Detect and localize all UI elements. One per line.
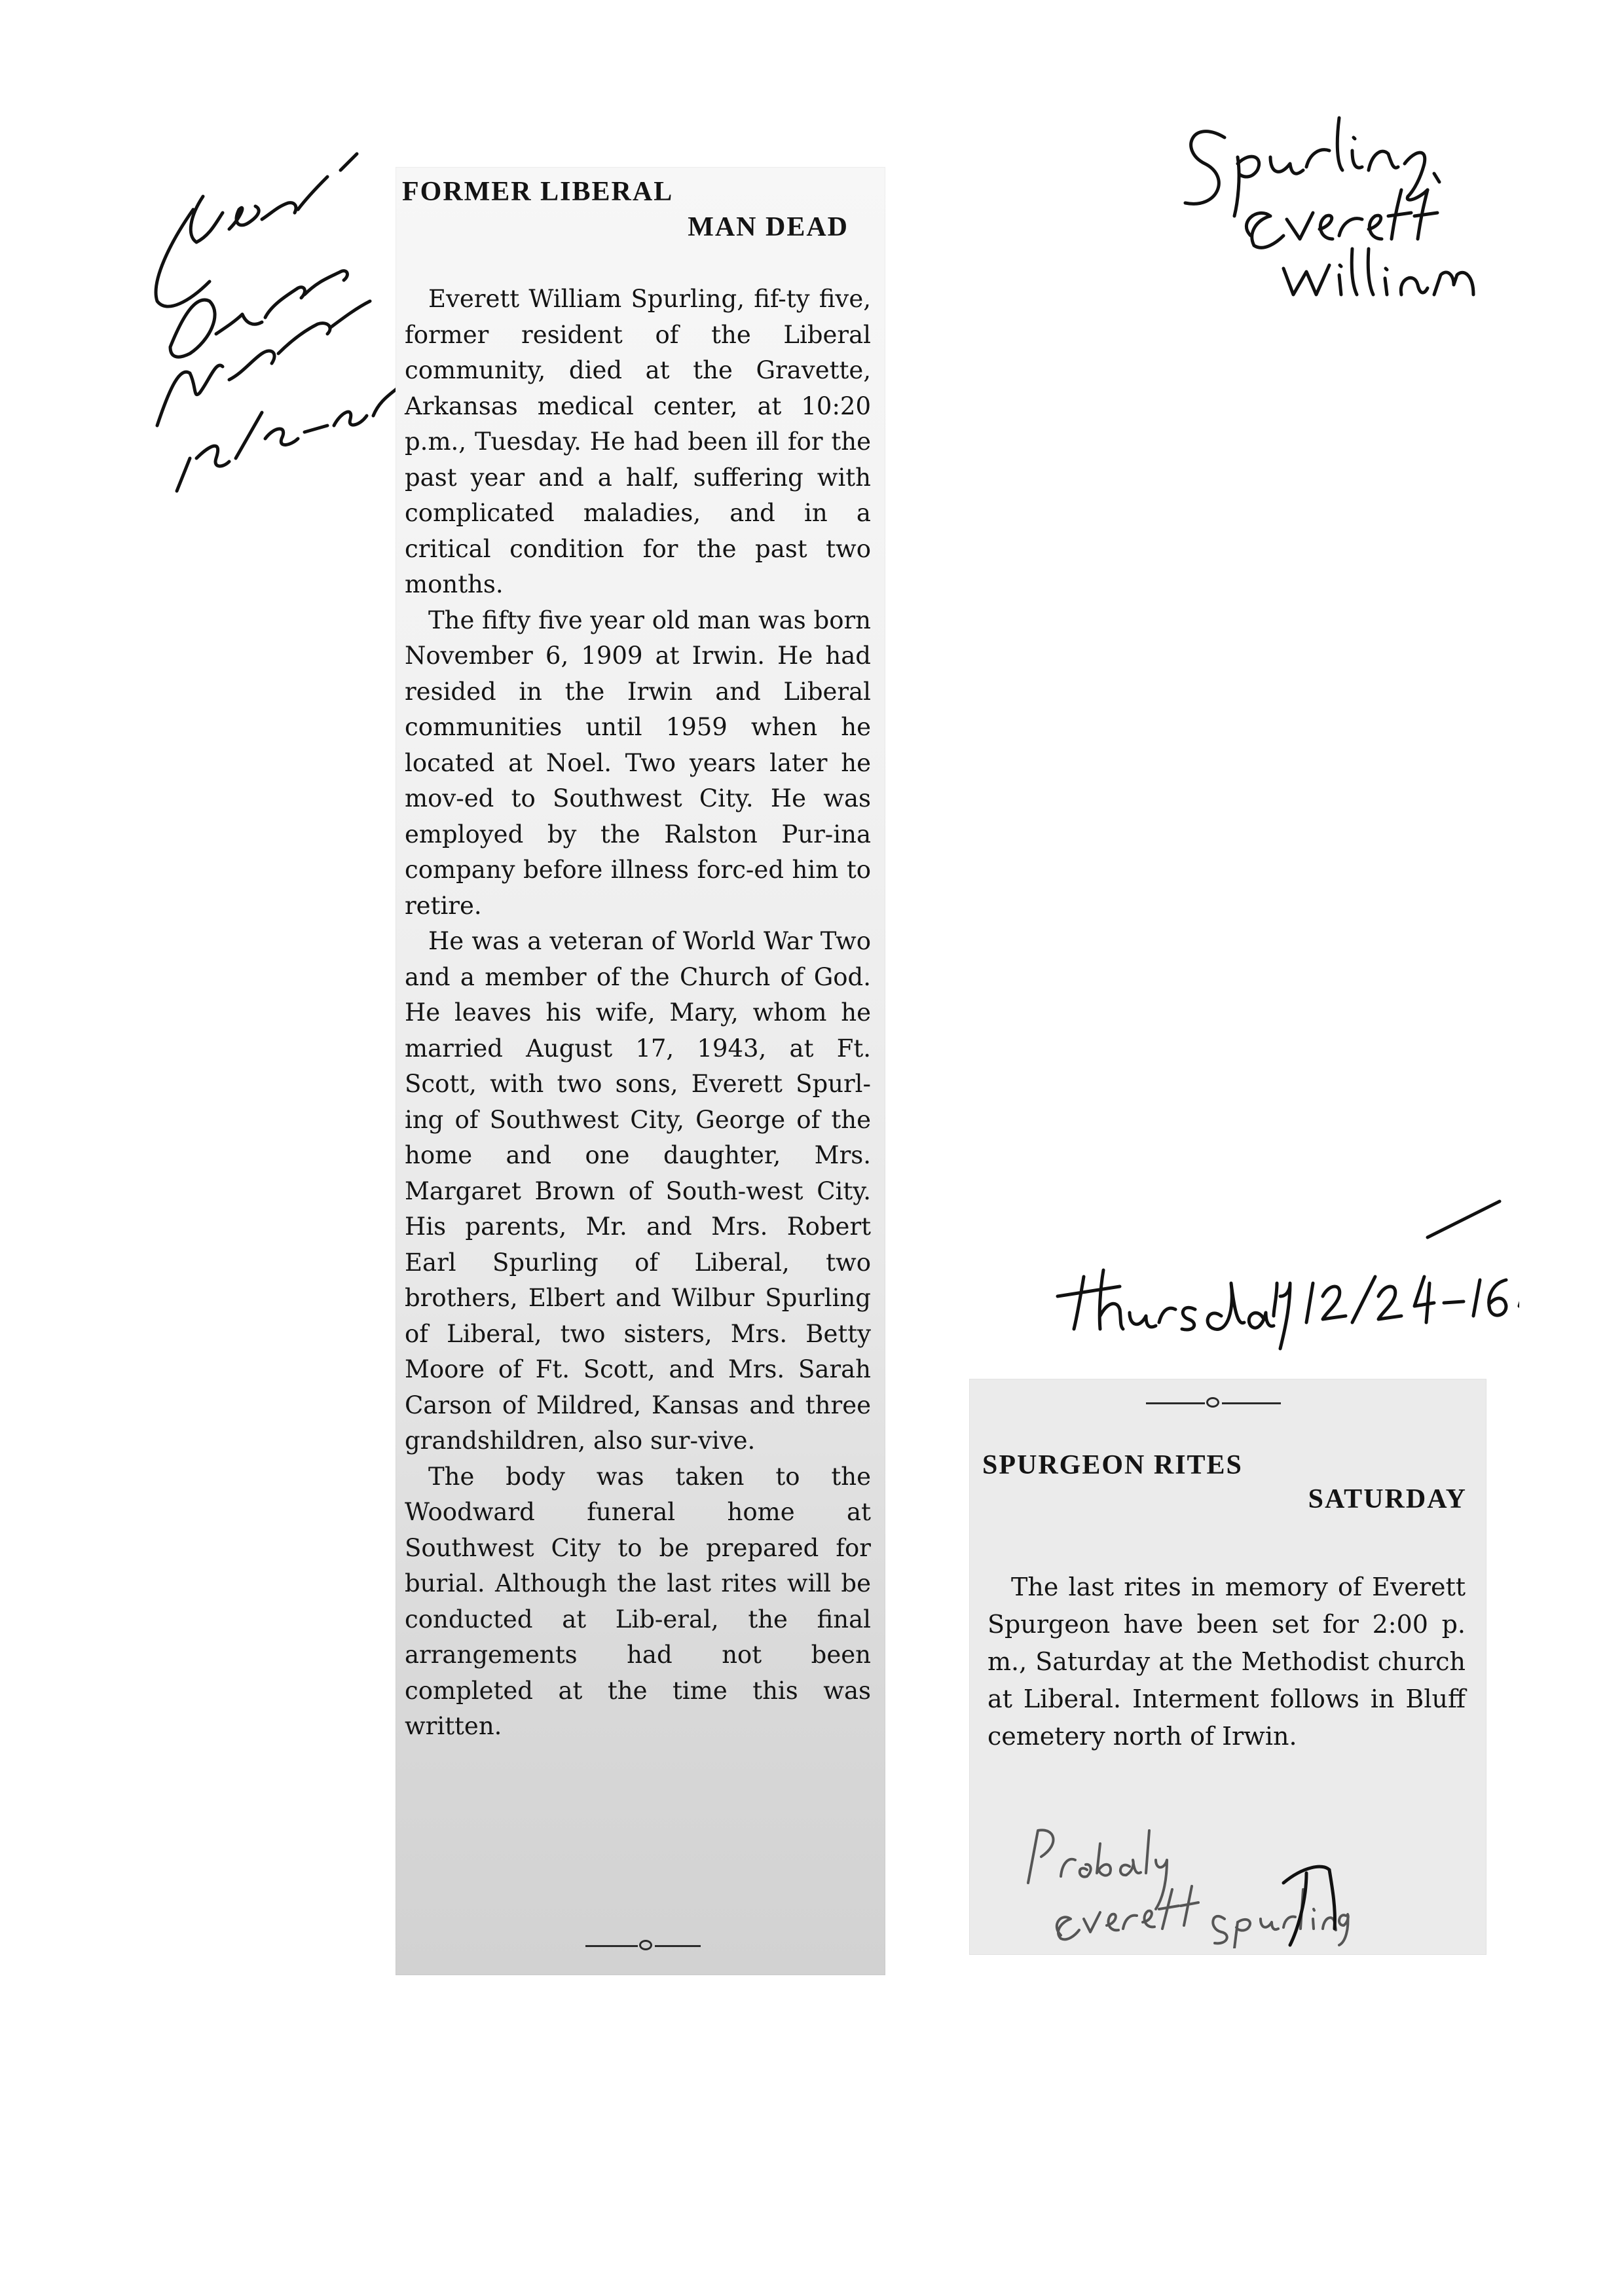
handwritten-date-thursday [1048,1198,1519,1362]
paragraph: The fifty five year old man was born November 6, 1909 at Irwin. He had resided in the Irwin and Liberal communities until 1959 when he located at Noel. Two years later he mov-ed to Southwest City. He was employed by the Ralston Pur-ina company before illness forc-ed him to retire. [405,606,871,920]
headline-line-1: SPURGEON RITES [982,1450,1243,1480]
end-rule-dot [639,1940,652,1950]
end-rule-right [655,1945,701,1947]
handwritten-note-name [1166,79,1506,301]
handwriting-strokes-right [1166,79,1506,301]
paragraph: The body was taken to the Woodward funeral home at Southwest City to be prepared for burial. Although the last rites will be conducted at Lib-eral, the final arrangements had not been completed at the time this was written. [405,1462,871,1740]
top-rule-left [1146,1402,1205,1404]
newspaper-clipping-rites [969,1379,1486,1955]
handwriting-strokes-left [131,151,406,517]
top-rule-dot [1206,1397,1219,1408]
newspaper-clipping-obituary [396,167,885,1975]
article-body [987,1569,1466,1755]
headline-line-1: FORMER LIBERAL [402,177,674,207]
handwriting-strokes-note [1015,1804,1356,1948]
headline-line-2: SATURDAY [1308,1484,1467,1514]
handwritten-note-probably [1015,1804,1356,1948]
handwriting-strokes-date [1048,1198,1519,1362]
paragraph: Everett William Spurling, fif-ty five, former resident of the Liberal community, died at the Gravette, Arkansas medical center, at 10:20 p.m., Tuesday. He had been ill for the past year and a half, suffering with complicated maladies, and in a critical condition for the past two months. [405,285,871,598]
headline-line-2: MAN DEAD [688,212,849,242]
top-rule-right [1222,1402,1281,1404]
handwritten-note-lamar-democrat [131,151,406,517]
end-rule-left [585,1945,638,1947]
paragraph: The last rites in memory of Everett Spurgeon have been set for 2:00 p. m., Saturday at the Methodist church at Liberal. Interment follows in Bluff cemetery north of Irwin. [987,1573,1466,1751]
paragraph: He was a veteran of World War Two and a member of the Church of God. He leaves his wife, Mary, whom he married August 17, 1943, at Ft. Scott, with two sons, Everett Spurl-ing of Southwest City, George of the home and one daughter, Mrs. Margaret Brown of South-west City. His parents, Mr. and Mrs. Robert Earl Spurling of Liberal, two brothers, Elbert and Wilbur Spurling of Liberal, two sisters, Mrs. Betty Moore of Ft. Scott, and Mrs. Sarah Carson of Mildred, Kansas and three grandshildren, also sur-vive. [405,927,871,1455]
article-body [405,282,871,1745]
